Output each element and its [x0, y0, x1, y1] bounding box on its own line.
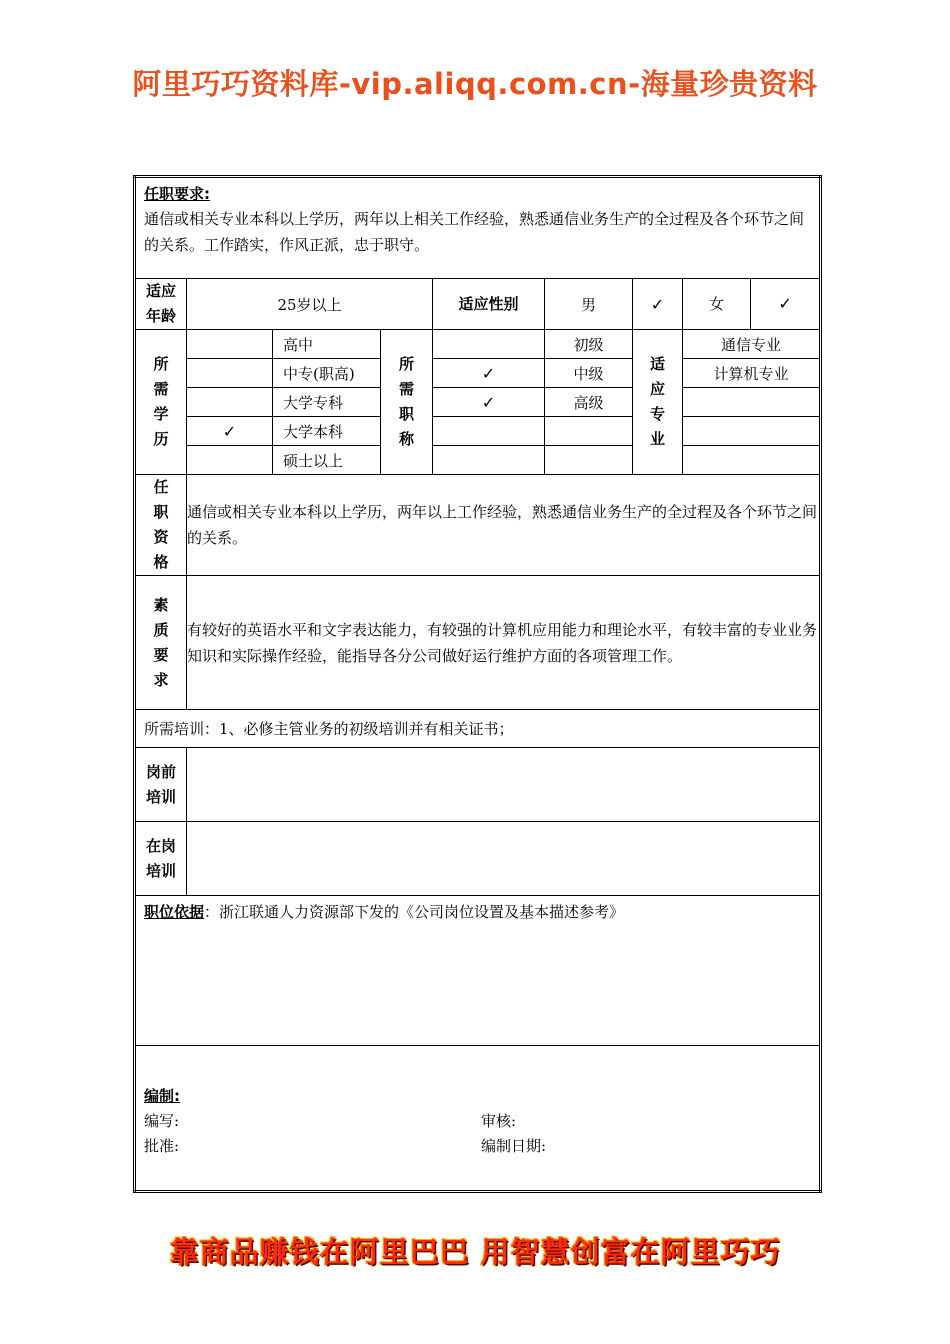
- education-level: 高中: [273, 330, 381, 359]
- education-check: [187, 359, 273, 388]
- title-level: 高级: [545, 388, 633, 417]
- pre-training-label: 岗前培训: [135, 748, 187, 822]
- basis-text: ：浙江联通人力资源部下发的《公司岗位设置及基本描述参考》: [204, 903, 625, 921]
- education-check: ✓: [187, 417, 273, 446]
- major-item: [683, 417, 821, 446]
- education-check: [187, 446, 273, 475]
- major-item: [683, 446, 821, 475]
- basis-section: [135, 896, 821, 1046]
- major-item: 通信专业: [683, 330, 821, 359]
- qualification-label: 任职资格: [135, 475, 187, 576]
- footer-banner: 靠商品赚钱在阿里巴巴 用智慧创富在阿里巧巧: [169, 1235, 781, 1269]
- approver-field: 批准:: [144, 1137, 180, 1155]
- title-check: [433, 446, 545, 475]
- writer-field: 编写:: [144, 1112, 180, 1130]
- education-level: 大学专科: [273, 388, 381, 417]
- qualification-text: 通信或相关专业本科以上学历，两年以上工作经验，熟悉通信业务生产的全过程及各个环节之间的关系。: [187, 475, 821, 576]
- title-check: [433, 330, 545, 359]
- quality-text: 有较好的英语水平和文字表达能力，有较强的计算机应用能力和理论水平，有较丰富的专业业务知识和实际操作经验，能指导各分公司做好运行维护方面的各项管理工作。: [187, 576, 821, 710]
- header-banner: 阿里巧巧资料库-vip.aliqq.com.cn-海量珍贵资料: [132, 67, 818, 101]
- education-level: 大学本科: [273, 417, 381, 446]
- requirements-title: 任职要求:: [144, 185, 210, 203]
- gender-female-check: ✓: [778, 294, 792, 313]
- education-level: 中专(职高): [273, 359, 381, 388]
- compile-section: [135, 1046, 821, 1192]
- training-text: 所需培训：1、必修主管业务的初级培训并有相关证书；: [135, 710, 821, 748]
- job-description-form: [133, 175, 822, 1193]
- gender-male-check: ✓: [633, 279, 683, 330]
- title-label: 所需职称: [381, 330, 433, 475]
- requirements-text: 通信或相关专业本科以上学历，两年以上相关工作经验，熟悉通信业务生产的全过程及各个环节之间的关系。工作踏实，作风正派，忠于职守。: [144, 210, 805, 254]
- title-level: [545, 446, 633, 475]
- education-level: 硕士以上: [273, 446, 381, 475]
- requirements-section: [135, 177, 821, 279]
- age-value: 25岁以上: [187, 279, 433, 330]
- gender-female-cell: [683, 279, 821, 330]
- title-check: ✓: [433, 388, 545, 417]
- education-check: [187, 388, 273, 417]
- quality-label: 素质要求: [135, 576, 187, 710]
- title-level: [545, 417, 633, 446]
- gender-female-label: 女: [683, 279, 751, 329]
- basis-title: 职位依据: [144, 903, 205, 921]
- on-job-training-label: 在岗培训: [135, 822, 187, 896]
- date-field: 编制日期:: [481, 1137, 547, 1155]
- title-check: ✓: [433, 359, 545, 388]
- reviewer-field: 审核:: [481, 1112, 517, 1130]
- gender-label: 适应性别: [433, 279, 545, 330]
- compile-title: 编制:: [144, 1087, 180, 1105]
- on-job-training-content: [187, 822, 821, 896]
- age-label: 适应年龄: [135, 279, 187, 330]
- title-check: [433, 417, 545, 446]
- education-check: [187, 330, 273, 359]
- major-item: [683, 388, 821, 417]
- major-label: 适应专业: [633, 330, 683, 475]
- title-level: 中级: [545, 359, 633, 388]
- title-level: 初级: [545, 330, 633, 359]
- pre-training-content: [187, 748, 821, 822]
- gender-male-label: 男: [545, 279, 633, 330]
- education-label: 所需学历: [135, 330, 187, 475]
- major-item: 计算机专业: [683, 359, 821, 388]
